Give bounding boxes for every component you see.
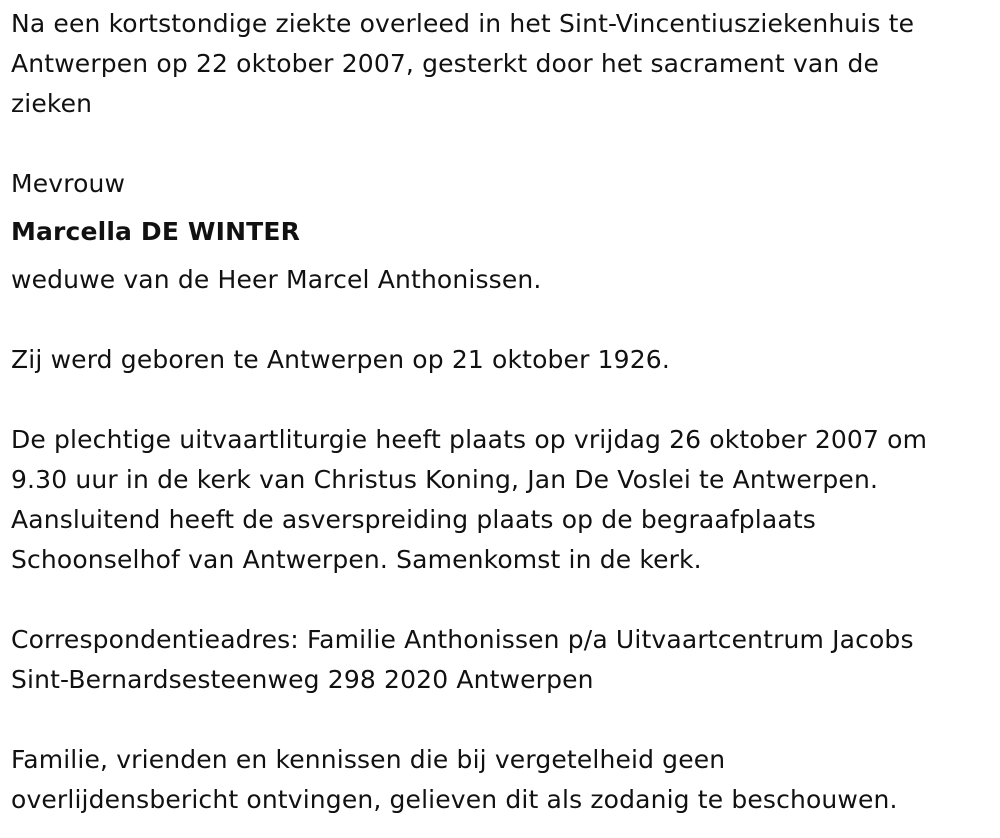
text-line: 9.30 uur in de kerk van Christus Koning, Jan De Voslei te Antwerpen. bbox=[11, 465, 879, 494]
birth-line: Zij werd geboren te Antwerpen op 21 oktober 1926. bbox=[11, 345, 670, 374]
salutation: Mevrouw bbox=[11, 169, 126, 198]
text-line: De plechtige uitvaartliturgie heeft plaats op vrijdag 26 oktober 2007 om bbox=[11, 425, 928, 454]
closing-paragraph bbox=[11, 740, 996, 820]
spacer bbox=[11, 700, 996, 740]
relation-line: weduwe van de Heer Marcel Anthonissen. bbox=[11, 265, 542, 294]
spacer bbox=[11, 124, 996, 164]
spacer bbox=[11, 380, 996, 420]
spacer bbox=[11, 580, 996, 620]
text-line: Aansluitend heeft de asverspreiding plaats op de begraafplaats bbox=[11, 505, 816, 534]
intro-paragraph bbox=[11, 4, 996, 124]
text-line: Familie, vrienden en kennissen die bij vergetelheid geen bbox=[11, 745, 726, 774]
text-line: overlijdensbericht ontvingen, gelieven dit als zodanig te beschouwen. bbox=[11, 785, 898, 814]
death-notice bbox=[11, 4, 996, 820]
text-line: zieken bbox=[11, 89, 93, 118]
text-line: Na een kortstondige ziekte overleed in het Sint-Vincentiusziekenhuis te bbox=[11, 9, 915, 38]
deceased-name: Marcella DE WINTER bbox=[11, 217, 300, 246]
address-paragraph bbox=[11, 620, 996, 700]
funeral-paragraph bbox=[11, 420, 996, 580]
text-line: Schoonselhof van Antwerpen. Samenkomst in de kerk. bbox=[11, 545, 702, 574]
text-line: Correspondentieadres: Familie Anthonissen p/a Uitvaartcentrum Jacobs bbox=[11, 625, 914, 654]
text-line: Antwerpen op 22 oktober 2007, gesterkt door het sacrament van de bbox=[11, 49, 880, 78]
spacer bbox=[11, 300, 996, 340]
text-line: Sint-Bernardsesteenweg 298 2020 Antwerpen bbox=[11, 665, 594, 694]
